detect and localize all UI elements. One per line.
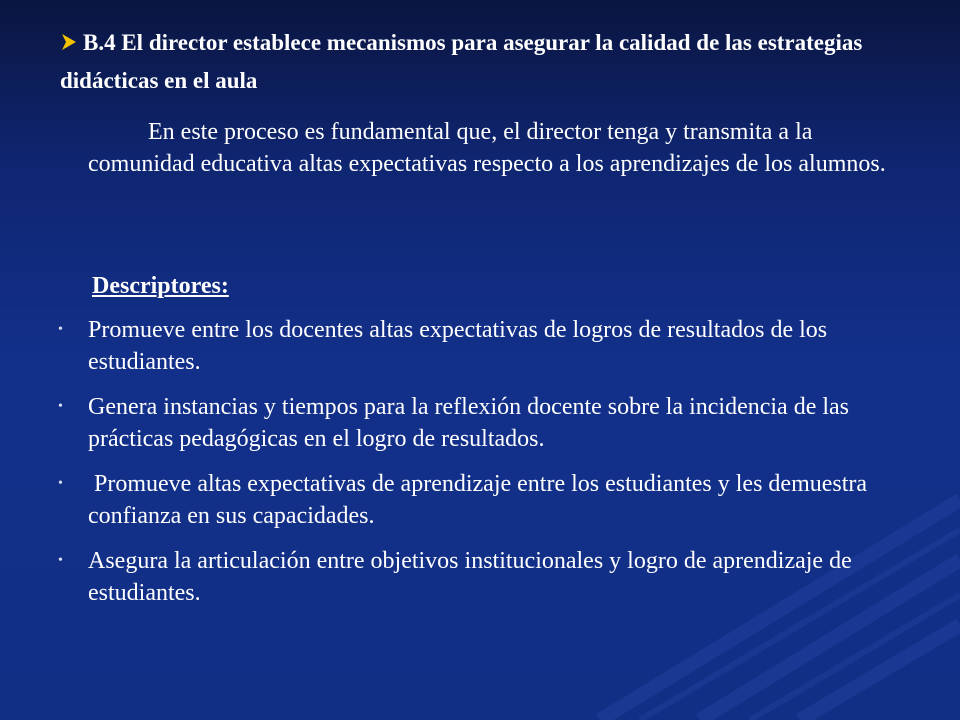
list-item: [58, 314, 898, 378]
bullet-icon: •: [58, 322, 63, 337]
list-item: [58, 468, 898, 532]
arrow-bullet-icon: [60, 33, 78, 51]
descriptors-heading: Descriptores:: [92, 273, 229, 299]
slide-title-text: B.4 El director establece mecanismos para asegurar la calidad de las estrategias didácticas en el aula: [60, 30, 863, 93]
list-item-text: Genera instancias y tiempos para la reflexión docente sobre la incidencia de las prácticas pedagógicas en el logro de resultados.: [88, 394, 850, 452]
list-item: [58, 391, 898, 455]
slide-title: [60, 24, 920, 100]
bullet-icon: •: [58, 553, 63, 568]
bullet-icon: •: [58, 399, 63, 414]
list-item-text: Promueve altas expectativas de aprendizaje entre los estudiantes y les demuestra confianza en sus capacidades.: [88, 471, 868, 529]
list-item-text: Asegura la articulación entre objetivos institucionales y logro de aprendizaje de estudiantes.: [88, 548, 852, 606]
list-item: [58, 545, 898, 609]
descriptors-list: [58, 314, 898, 622]
intro-paragraph: En este proceso es fundamental que, el director tenga y transmita a la comunidad educativa altas expectativas respecto a los aprendizajes de los alumnos.: [88, 119, 886, 177]
list-item-text: Promueve entre los docentes altas expectativas de logros de resultados de los estudiantes.: [88, 317, 828, 375]
bullet-icon: •: [58, 476, 63, 491]
